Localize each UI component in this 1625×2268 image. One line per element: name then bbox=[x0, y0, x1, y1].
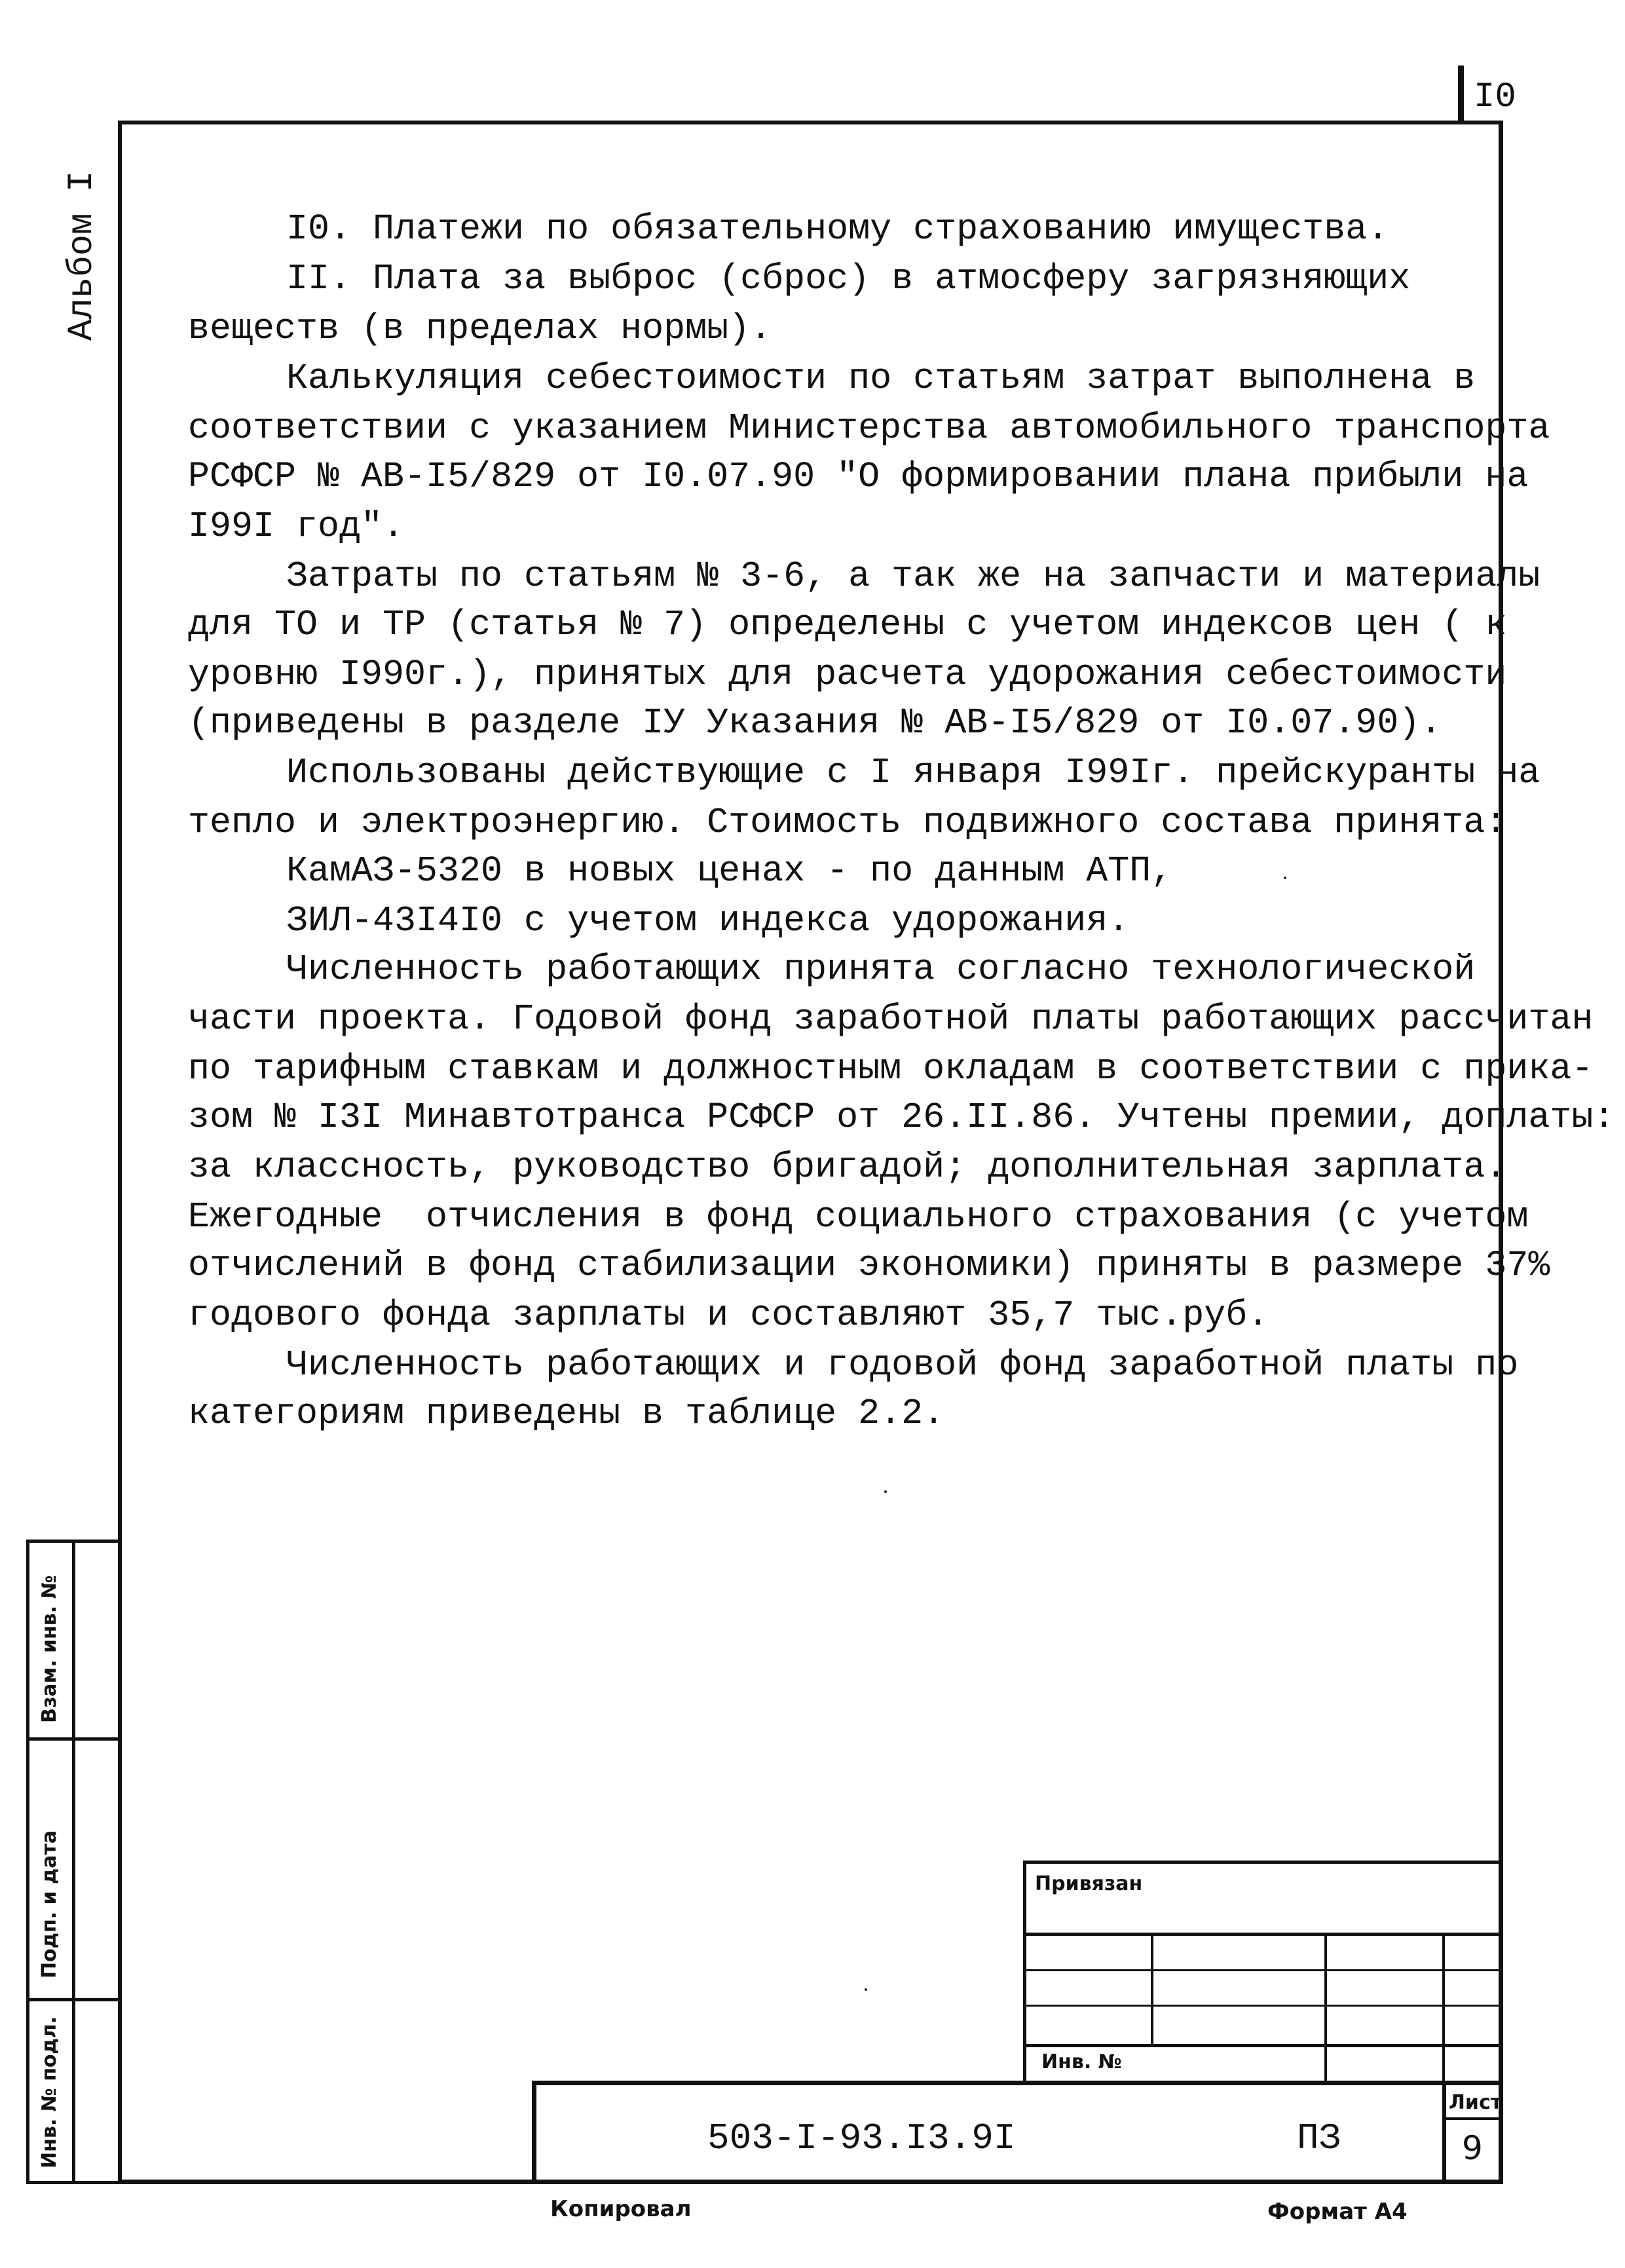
text-line: отчислений в фонд стабилизации экономики) приняты в размере 37% bbox=[188, 1245, 1550, 1286]
sheet-number: 9 bbox=[1462, 2129, 1483, 2167]
tb-line bbox=[1023, 1933, 1503, 1936]
left-stamp-divider bbox=[26, 1737, 118, 1741]
text-line: части проекта. Годовой фонд заработной платы работающих рассчитан bbox=[188, 998, 1594, 1040]
tb-line bbox=[1023, 2005, 1503, 2007]
copied-label: Копировал bbox=[550, 2196, 692, 2222]
text-line: КамАЗ-5320 в новых ценах - по данным АТП, bbox=[286, 850, 1173, 892]
text-line: Затраты по статьям № 3-6, а так же на запчасти и материалы bbox=[286, 556, 1541, 597]
scan-dot bbox=[865, 1988, 867, 1991]
tb-line bbox=[1023, 1861, 1026, 2083]
text-line: ЗИЛ-43I4I0 с учетом индекса удорожания. bbox=[286, 900, 1130, 941]
tb-line bbox=[1442, 2117, 1503, 2120]
tb-line bbox=[1023, 1969, 1503, 1971]
scan-dot bbox=[884, 1490, 887, 1493]
text-line: зом № I3I Минавтотранса РСФСР от 26.II.86. Учтены премии, доплаты: bbox=[188, 1097, 1615, 1138]
tb-line bbox=[1151, 1933, 1153, 2044]
tb-line bbox=[1442, 2081, 1446, 2184]
text-line: Использованы действующие с I января I99Iг. прейскуранты на bbox=[286, 752, 1541, 793]
text-line: РСФСР № АВ-I5/829 от I0.07.90 "О формировании плана прибыли на bbox=[188, 456, 1529, 497]
scan-dot bbox=[1284, 877, 1286, 879]
text-line: Ежегодные отчисления в фонд социального страхования (с учетом bbox=[188, 1196, 1529, 1238]
text-line: II. Плата за выброс (сброс) в атмосферу загрязняющих bbox=[286, 258, 1411, 299]
tb-line bbox=[532, 2081, 536, 2184]
page-number: I0 bbox=[1474, 77, 1516, 117]
text-line: за классность, руководство бригадой; дополнительная зарплата. bbox=[188, 1146, 1507, 1188]
text-line: веществ (в пределах нормы). bbox=[188, 308, 772, 349]
podp-data-label: Подп. и дата bbox=[38, 1830, 61, 1978]
text-line: годового фонда зарплаты и составляют 35,7 тыс.руб. bbox=[188, 1295, 1269, 1336]
left-stamp-divider bbox=[26, 1998, 118, 2001]
tb-line bbox=[1442, 1933, 1445, 2083]
text-line: категориям приведены в таблице 2.2. bbox=[188, 1393, 945, 1434]
text-line: I0. Платежи по обязательному страхованию имущества. bbox=[286, 208, 1389, 250]
format-label: Формат А4 bbox=[1267, 2199, 1408, 2225]
text-line: I99I год". bbox=[188, 506, 405, 547]
text-line: для ТО и ТР (статья № 7) определены с учетом индексов цен ( к bbox=[188, 604, 1507, 645]
text-line: (приведены в разделе IУ Указания № АВ-I5/829 от I0.07.90). bbox=[188, 702, 1442, 744]
text-line: Численность работающих принята согласно технологической bbox=[286, 949, 1476, 990]
inv-podl-label: Инв. № подл. bbox=[38, 2016, 61, 2168]
tb-line bbox=[1023, 1861, 1503, 1864]
vzam-inv-label: Взам. инв. № bbox=[38, 1575, 61, 1723]
sheet-label: Лист bbox=[1449, 2091, 1503, 2114]
left-stamp-divider bbox=[72, 1540, 75, 2184]
privyazan-label: Привязан bbox=[1035, 1872, 1143, 1895]
tb-line bbox=[1023, 2044, 1503, 2047]
text-line: по тарифным ставкам и должностным окладам в соответствии с прика- bbox=[188, 1048, 1594, 1089]
text-line: тепло и электроэнергию. Стоимость подвижного состава принята: bbox=[188, 802, 1507, 843]
section-code: ПЗ bbox=[1297, 2117, 1341, 2159]
text-line: соответствии с указанием Министерства автомобильного транспорта bbox=[188, 407, 1550, 449]
page-number-divider bbox=[1458, 66, 1464, 123]
text-line: Калькуляция себестоимости по статьям затрат выполнена в bbox=[286, 358, 1476, 399]
inv-no-label: Инв. № bbox=[1041, 2051, 1122, 2073]
document-designation: 503-I-93.I3.9I bbox=[707, 2117, 1016, 2159]
tb-line bbox=[532, 2081, 1503, 2085]
tb-line bbox=[1324, 1933, 1327, 2083]
text-line: уровню I990г.), принятых для расчета удорожания себестоимости bbox=[188, 654, 1507, 695]
text-line: Численность работающих и годовой фонд заработной платы по bbox=[286, 1344, 1519, 1386]
album-label: Альбом I bbox=[62, 170, 102, 341]
